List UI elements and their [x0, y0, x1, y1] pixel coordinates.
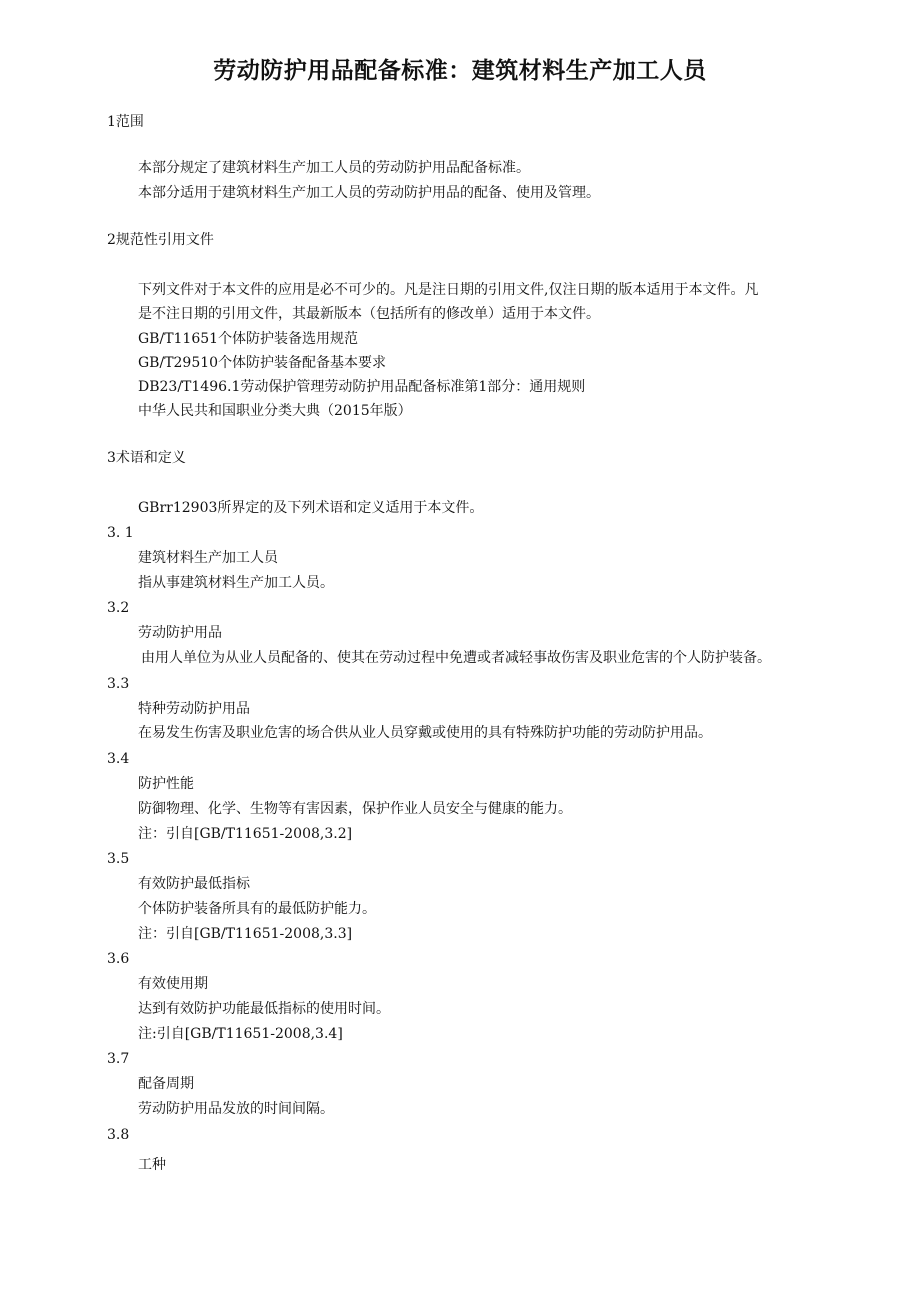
terms-intro: GBrr12903所界定的及下列术语和定义适用于本文件。 — [138, 500, 484, 516]
term-name: 建筑材料生产加工人员 — [138, 550, 278, 566]
term-name: 劳动防护用品 — [138, 625, 222, 641]
section-heading-refs: 2规范性引用文件 — [107, 232, 214, 248]
reference-item: 中华人民共和国职业分类大典（2015年版） — [138, 403, 412, 419]
term-definition: 在易发生伤害及职业危害的场合供从业人员穿戴或使用的具有特殊防护功能的劳动防护用品。 — [138, 725, 712, 741]
term-note: 注:引自[GB/T11651-2008,3.4] — [138, 1026, 343, 1042]
term-definition: 个体防护装备所具有的最低防护能力。 — [138, 901, 376, 917]
term-name: 特种劳动防护用品 — [138, 701, 250, 717]
reference-item: GB/T29510个体防护装备配备基本要求 — [138, 355, 387, 371]
term-number: 3. 1 — [107, 525, 134, 541]
term-note: 注：引自[GB/T11651-2008,3.3] — [138, 926, 353, 942]
refs-intro-line-2: 是不注日期的引用文件，其最新版本（包括所有的修改单）适用于本文件。 — [138, 306, 600, 322]
term-definition: 达到有效防护功能最低指标的使用时间。 — [138, 1001, 390, 1017]
term-name: 有效防护最低指标 — [138, 876, 250, 892]
term-number: 3.3 — [107, 676, 130, 692]
term-number: 3.5 — [107, 851, 130, 867]
term-number: 3.6 — [107, 951, 130, 967]
term-definition: 由用人单位为从业人员配备的、使其在劳动过程中免遭或者减轻事故伤害及职业危害的个人防护装备。 — [141, 650, 771, 666]
section-heading-scope: 1范围 — [107, 114, 144, 130]
section-heading-terms: 3术语和定义 — [107, 450, 186, 466]
scope-paragraph-1: 本部分规定了建筑材料生产加工人员的劳动防护用品配备标准。 — [138, 160, 530, 176]
term-name: 有效使用期 — [138, 976, 208, 992]
term-number: 3.2 — [107, 600, 130, 616]
term-number: 3.7 — [107, 1051, 130, 1067]
term-definition: 防御物理、化学、生物等有害因素，保护作业人员安全与健康的能力。 — [138, 801, 572, 817]
scope-paragraph-2: 本部分适用于建筑材料生产加工人员的劳动防护用品的配备、使用及管理。 — [138, 185, 600, 201]
page-title: 劳动防护用品配备标准：建筑材料生产加工人员 — [213, 58, 707, 84]
term-name: 工种 — [138, 1157, 166, 1173]
term-definition: 劳动防护用品发放的时间间隔。 — [138, 1101, 334, 1117]
term-number: 3.4 — [107, 751, 130, 767]
term-note: 注：引自[GB/T11651-2008,3.2] — [138, 826, 353, 842]
reference-item: GB/T11651个体防护装备选用规范 — [138, 331, 359, 347]
refs-intro-line-1: 下列文件对于本文件的应用是必不可少的。凡是注日期的引用文件,仅注日期的版本适用于本文件。凡 — [138, 282, 759, 298]
term-number: 3.8 — [107, 1127, 130, 1143]
term-name: 防护性能 — [138, 776, 194, 792]
term-definition: 指从事建筑材料生产加工人员。 — [138, 575, 334, 591]
term-name: 配备周期 — [138, 1076, 194, 1092]
reference-item: DB23/T1496.1劳动保护管理劳动防护用品配备标准第1部分：通用规则 — [138, 379, 586, 395]
